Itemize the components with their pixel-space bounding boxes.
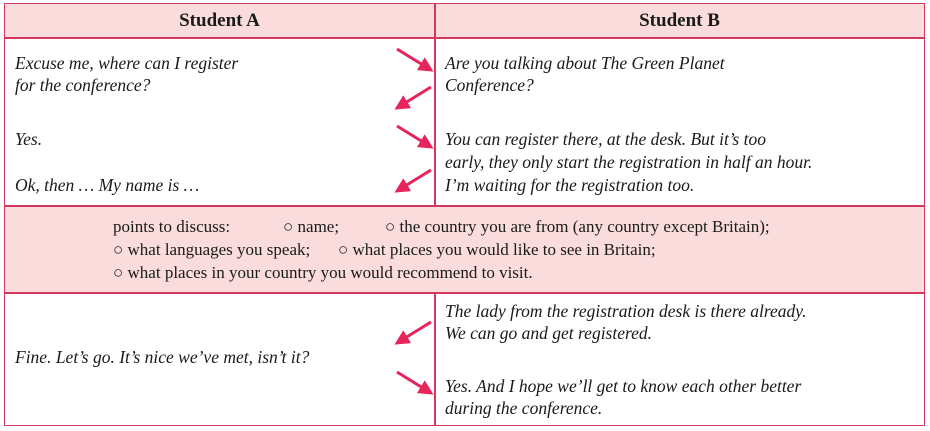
dialogue-b-line: We can go and get registered. [445, 323, 653, 343]
dialogue-a-line: Ok, then … My name is … [15, 175, 200, 195]
point-item: ○ name; [283, 217, 340, 236]
dialogue-b-line: You can register there, at the desk. But it’s too [445, 129, 766, 149]
dialogue-b-line: early, they only start the registration in half an hour. [445, 152, 813, 172]
points-label: points to discuss: [113, 217, 231, 236]
dialogue-b-line: Conference? [445, 75, 534, 95]
header-student-a: Student A [5, 4, 434, 37]
arrow-left-icon [397, 170, 431, 191]
arrow-right-icon [397, 126, 431, 147]
dialogue-b-line: Yes. And I hope we’ll get to know each other better [445, 376, 802, 396]
dialogue-a-line: Yes. [15, 129, 43, 149]
arrow-left-icon [397, 87, 431, 108]
point-item: ○ the country you are from (any country except Britain); [385, 217, 770, 236]
arrow-right-icon [397, 372, 431, 393]
dialogue-table [4, 3, 925, 426]
dialogue-b-line: I’m waiting for the registration too. [445, 175, 695, 195]
turn-arrows [5, 4, 926, 427]
point-item: ○ what languages you speak; [113, 240, 311, 259]
dialogue-a-line: Excuse me, where can I register [15, 53, 239, 73]
header-student-b: Student B [435, 4, 924, 37]
point-item: ○ what places in your country you would recommend to visit. [113, 263, 533, 282]
point-item: ○ what places you would like to see in Britain; [338, 240, 656, 259]
dialogue-b-line: The lady from the registration desk is there already. [445, 301, 807, 321]
arrow-right-icon [397, 49, 431, 70]
dialogue-a-line: Fine. Let’s go. It’s nice we’ve met, isn’t it? [15, 347, 310, 367]
dialogue-b-line: Are you talking about The Green Planet [445, 53, 725, 73]
arrow-left-icon [397, 322, 431, 343]
dialogue-a-line: for the conference? [15, 75, 151, 95]
dialogue-b-line: during the conference. [445, 398, 603, 418]
